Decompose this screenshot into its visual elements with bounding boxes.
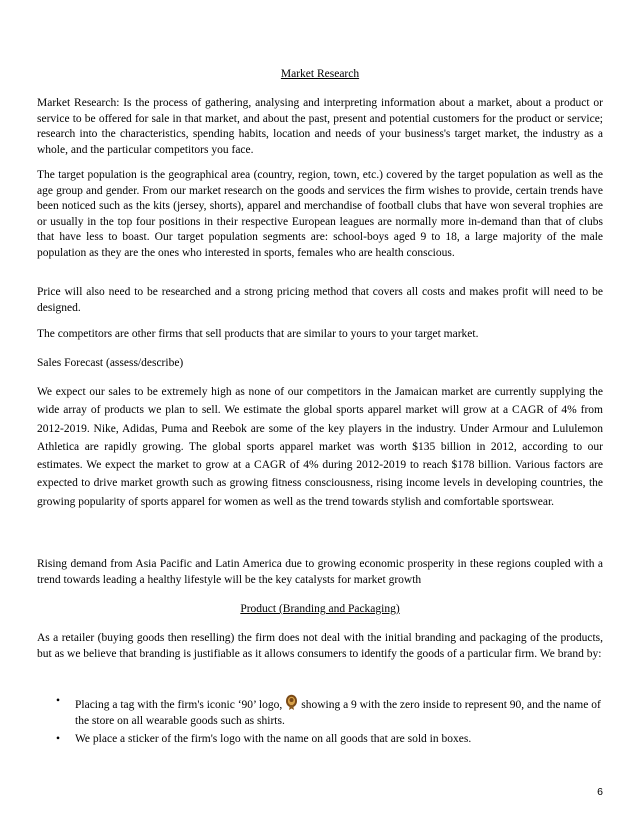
bullet-text-tag-start: Placing a tag with the firm's iconic ‘90’ logo,: [75, 699, 283, 711]
bullet-text-tag-end: showing a 9 with the zero inside to represent 90, and the name of the store on all wearable goods such as shirts.: [75, 699, 601, 727]
paragraph-market-research-definition: Market Research: Is the process of gathering, analysing and interpreting information about a market, about a product or service to be offered for sale in that market, and about the past, present and potential customers for the product or service; research into the characteristics, spending habits, location and needs of your business's target market, the industry as a whole, and the particular competitors you face.: [37, 97, 603, 156]
bullet-item-tag: [37, 694, 603, 729]
bullet-icon: •: [56, 733, 61, 746]
page-number: 6: [597, 786, 603, 798]
paragraph-target-population: The target population is the geographical area (country, region, town, etc.) covered by the target population as well as the age group and gender. From our market research on the goods and services the firm wishes to provide, certain trends have been noticed such as the kits (jersey, shorts), apparel and merchandise of football clubs that have won several trophies are or usually in the top four positions in their respective European leagues are normally more in-demand than that of clubs that have less to boast. Our target population segments are: school-boys aged 9 to 18, a large majority of the male population as they are the ones who interested in sports, females who are health conscious.: [37, 169, 603, 259]
bullet-icon: •: [56, 695, 61, 707]
paragraph-price: Price will also need to be researched and a strong pricing method that covers all costs and makes profit will need to be designed.: [37, 286, 603, 314]
paragraph-competitors: The competitors are other firms that sell products that are similar to yours to your target market.: [37, 328, 479, 340]
document-page: [37, 0, 603, 826]
heading-product-branding-packaging: Product (Branding and Packaging): [240, 603, 400, 615]
branding-bullet-list: [37, 694, 603, 751]
paragraph-sales-forecast: We expect our sales to be extremely high as none of our competitors in the Jamaican market are currently supplying the wide array of products we plan to sell. We estimate the global sports apparel market will grow at a CAGR of 4% from 2012-2019. Nike, Adidas, Puma and Reebok are some of the key players in the industry. Under Armour and Lululemon Athletica are rapidly growing. The global sports apparel market was worth $135 billion in 2012, according to our estimates. We expect the market to grow at a CAGR of 4% during 2012-2019 to reach $178 billion. Various factors are expected to drive market growth such as growing fitness consciousness, rising income levels in developing countries, the growing popularity of sports apparel for women as well as the trend towards stylish and comfortable sportswear.: [37, 386, 603, 508]
paragraph-retailer: As a retailer (buying goods then reselling) the firm does not deal with the initial branding and packaging of the products, but as we believe that branding is justifiable as it allows consumers to identify the goods of a particular firm. We brand by:: [37, 632, 603, 660]
firm-90-logo-icon: [285, 694, 298, 711]
bullet-item-sticker: [37, 732, 603, 748]
bullet-text-sticker: We place a sticker of the firm's logo with the name on all goods that are sold in boxes.: [75, 733, 472, 746]
paragraph-sales-forecast-label: Sales Forecast (assess/describe): [37, 357, 184, 369]
heading-market-research: Market Research: [280, 68, 360, 80]
paragraph-rising-demand: Rising demand from Asia Pacific and Latin America due to growing economic prosperity in these regions coupled with a trend towards leading a healthy lifestyle will be the key catalysts for market growth: [37, 558, 603, 586]
